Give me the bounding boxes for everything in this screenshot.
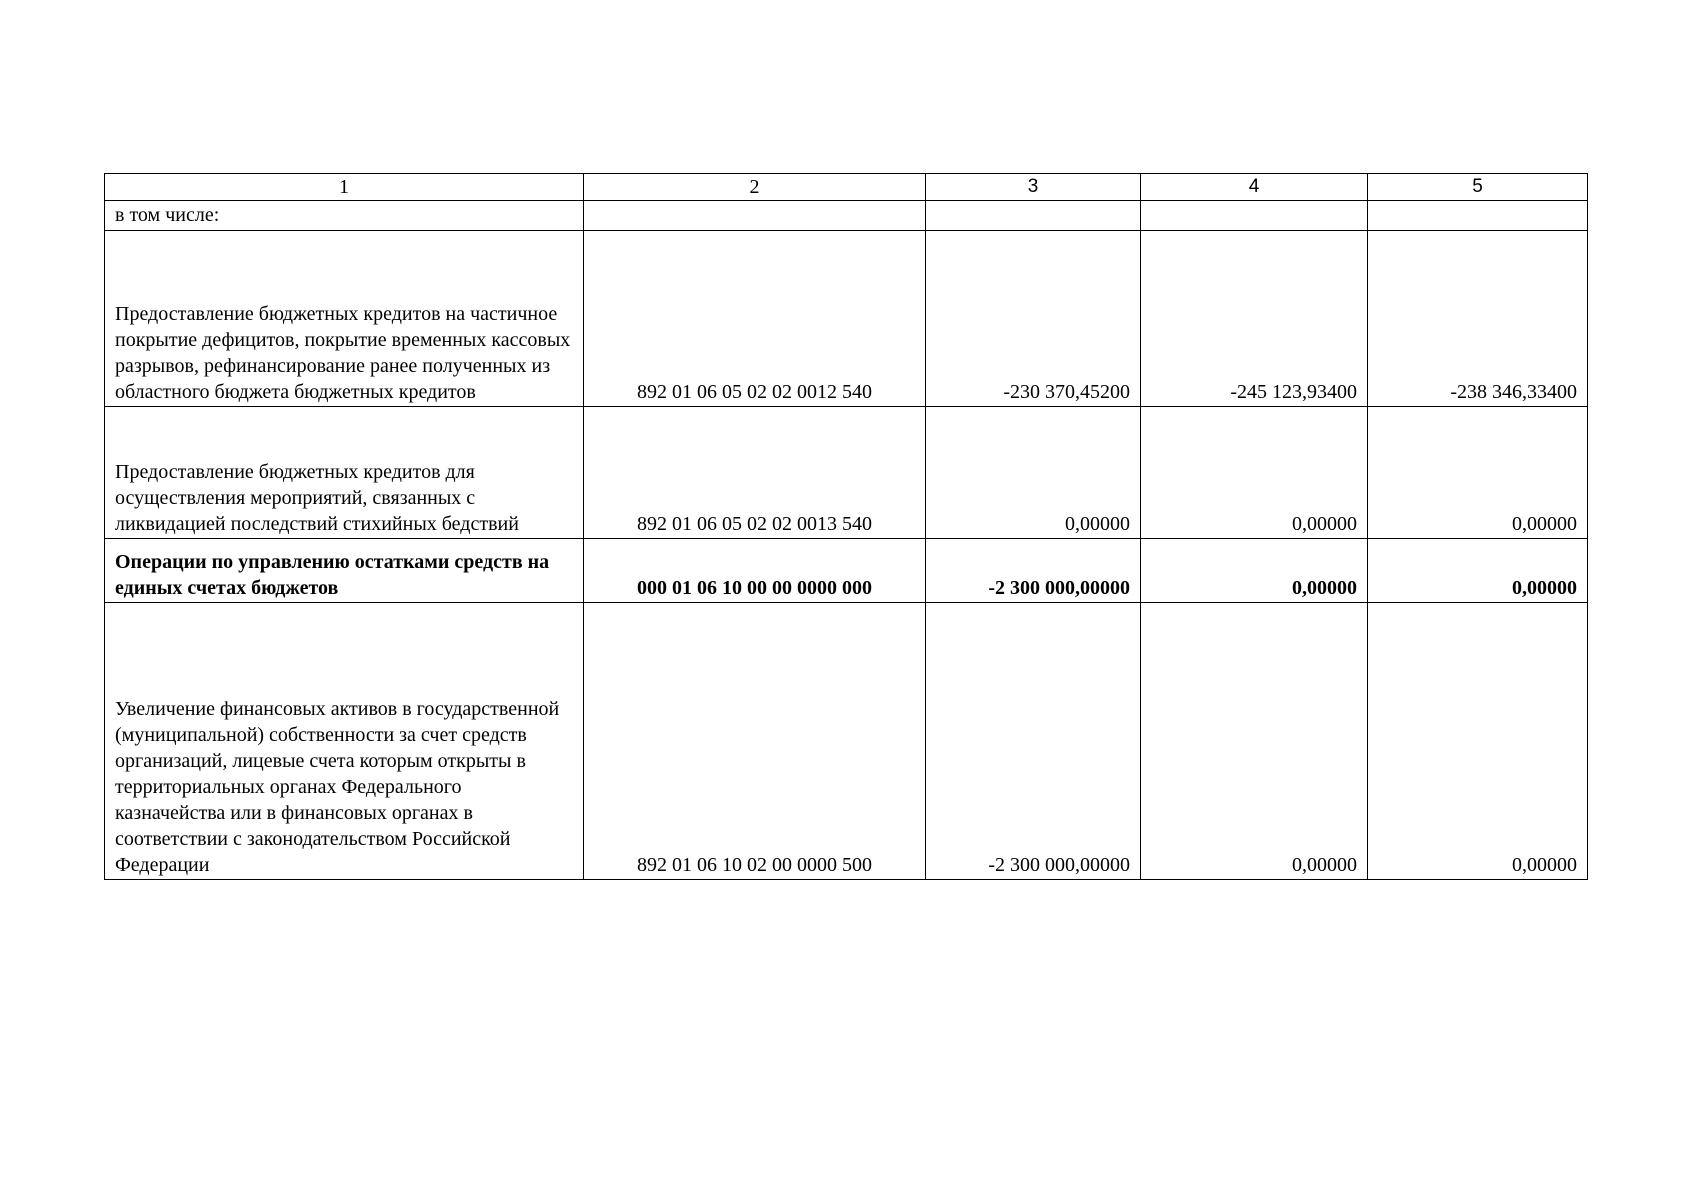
column-number-1: 1	[105, 174, 584, 201]
row-name: Операции по управлению остатками средств на единых счетах бюджетов	[105, 539, 584, 603]
budget-code: 892 01 06 10 02 00 0000 500	[584, 603, 926, 880]
value-col-5: -238 346,33400	[1368, 231, 1588, 407]
value-col-3: -230 370,45200	[926, 231, 1141, 407]
table-row	[105, 603, 1588, 880]
value-col-4: 0,00000	[1141, 407, 1368, 539]
budget-code: 000 01 06 10 00 00 0000 000	[584, 539, 926, 603]
value-col-3: 0,00000	[926, 407, 1141, 539]
value-col-4: 0,00000	[1141, 603, 1368, 880]
value-col-5: 0,00000	[1368, 603, 1588, 880]
row-name: Предоставление бюджетных кредитов на частичное покрытие дефицитов, покрытие временных кассовых разрывов, рефинансирование ранее полученных из областного бюджета бюджетных кредитов	[105, 231, 584, 407]
row-name: Увеличение финансовых активов в государственной (муниципальной) собственности за счет средств организаций, лицевые счета которым открыты в территориальных органах Федерального казначейства или в финансовых органах в соответствии с законодательством Российской Федерации	[105, 603, 584, 880]
including-label: в том числе:	[105, 201, 584, 231]
column-number-2: 2	[584, 174, 926, 201]
value-col-3: -2 300 000,00000	[926, 603, 1141, 880]
table-row-subtotal	[105, 539, 1588, 603]
table-row	[105, 231, 1588, 407]
table-row	[105, 407, 1588, 539]
row-name: Предоставление бюджетных кредитов для осуществления мероприятий, связанных с ликвидацией последствий стихийных бедствий	[105, 407, 584, 539]
value-col-4: -245 123,93400	[1141, 231, 1368, 407]
column-number-3: 3	[926, 174, 1141, 201]
budget-code: 892 01 06 05 02 02 0013 540	[584, 407, 926, 539]
empty-cell	[926, 201, 1141, 231]
empty-cell	[1141, 201, 1368, 231]
empty-cell	[1368, 201, 1588, 231]
column-number-5: 5	[1368, 174, 1588, 201]
empty-cell	[584, 201, 926, 231]
budget-code: 892 01 06 05 02 02 0012 540	[584, 231, 926, 407]
column-number-4: 4	[1141, 174, 1368, 201]
budget-table	[104, 173, 1588, 880]
value-col-5: 0,00000	[1368, 407, 1588, 539]
column-number-row	[105, 174, 1588, 201]
value-col-4: 0,00000	[1141, 539, 1368, 603]
value-col-3: -2 300 000,00000	[926, 539, 1141, 603]
including-row	[105, 201, 1588, 231]
value-col-5: 0,00000	[1368, 539, 1588, 603]
